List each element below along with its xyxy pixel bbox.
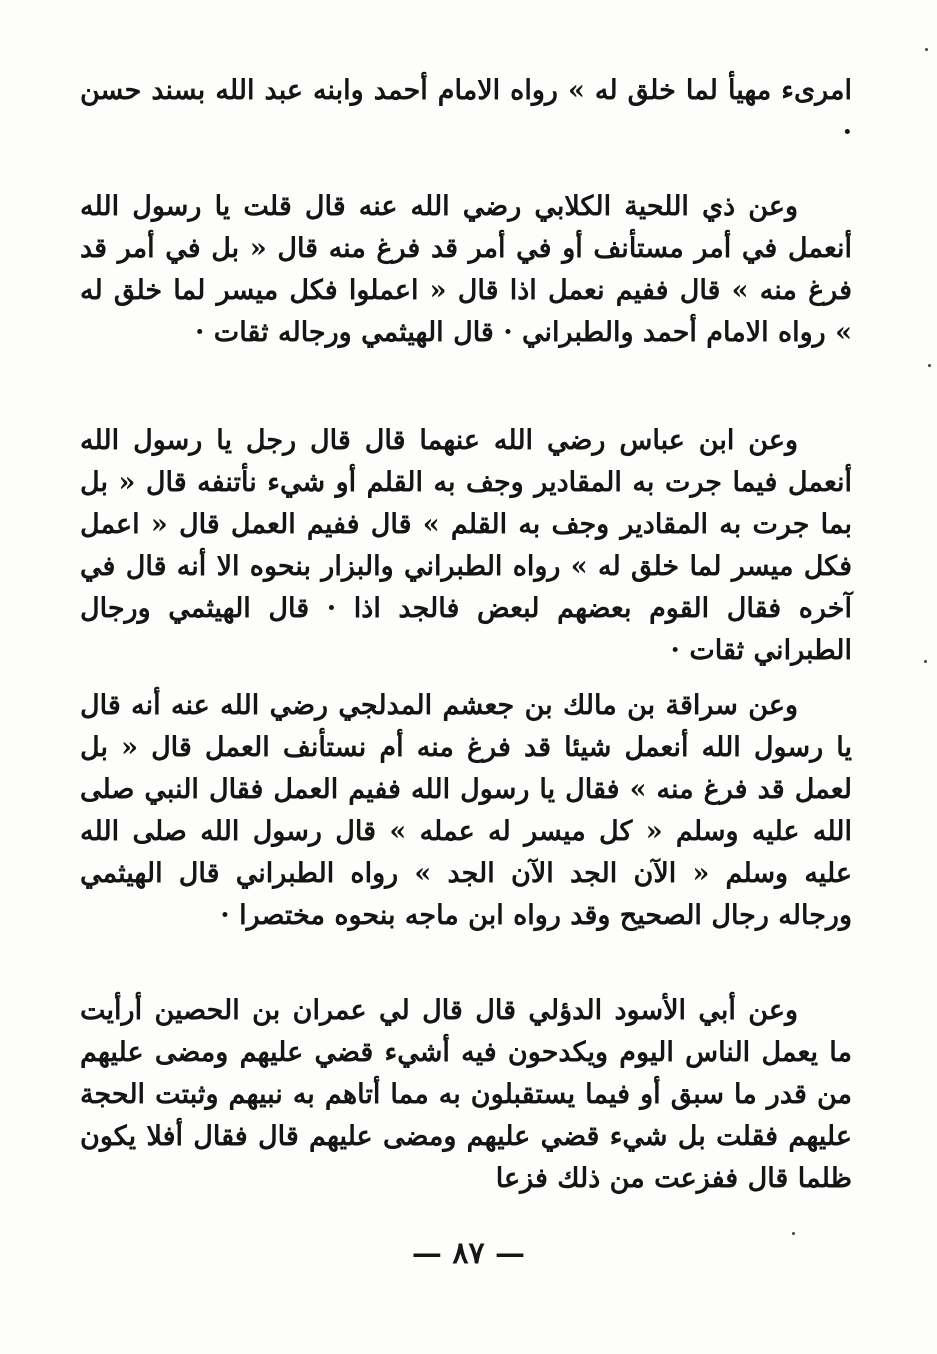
paragraph-4 bbox=[80, 685, 852, 937]
page-number: — ٨٧ — bbox=[411, 1236, 526, 1271]
paragraph-2 bbox=[80, 186, 852, 354]
paragraph-3-text: وعن ابن عباس رضي الله عنهما قال قال رجل يا رسول الله أنعمل فيما جرت به المقادير وجف به القلم أو شيء نأتنفه قال « بل بما جرت به المقادير وجف به القلم » قال ففيم العمل قال « اعمل فكل ميسر لما خلق له » رواه الطبراني والبزار بنحوه الا أنه قال في آخره فقال القوم بعضهم لبعض فالجد اذا · قال الهيثمي ورجال الطبراني ثقات · bbox=[80, 425, 852, 666]
scan-speck bbox=[928, 364, 931, 367]
paragraph-1 bbox=[80, 70, 852, 154]
paragraph-1-text: امرىء مهيأ لما خلق له » رواه الامام أحمد وابنه عبد الله بسند حسن · bbox=[80, 75, 852, 148]
paragraph-4-text: وعن سراقة بن مالك بن جعشم المدلجي رضي الله عنه أنه قال يا رسول الله أنعمل شيئا قد فرغ منه أم نستأنف العمل قال « بل لعمل قد فرغ منه » فقال يا رسول الله ففيم العمل فقال النبي صلى الله عليه وسلم « كل ميسر له عمله » قال رسول الله صلى الله عليه وسلم « الآن الجد الآن الجد » رواه الطبراني قال الهيثمي ورجاله رجال الصحيح وقد رواه ابن ماجه بنحوه مختصرا · bbox=[80, 690, 852, 931]
paragraph-2-text: وعن ذي اللحية الكلابي رضي الله عنه قال قلت يا رسول الله أنعمل في أمر مستأنف أو في أمر قد فرغ منه قال « بل في أمر قد فرغ منه » قال ففيم نعمل اذا قال « اعملوا فكل ميسر لما خلق له » رواه الامام أحمد والطبراني · قال الهيثمي ورجاله ثقات · bbox=[80, 191, 852, 348]
scan-speck bbox=[792, 1232, 795, 1235]
scan-speck bbox=[925, 48, 928, 51]
paragraph-5-text: وعن أبي الأسود الدؤلي قال قال لي عمران بن الحصين أرأيت ما يعمل الناس اليوم ويكدحون فيه أشيء قضي عليهم ومضى عليهم من قدر ما سبق أو فيما يستقبلون به مما أتاهم به نبيهم وثبتت الحجة عليهم فقلت بل شيء قضي عليهم ومضى عليهم قال فقال أفلا يكون ظلما قال ففزعت من ذلك فزعا bbox=[80, 995, 852, 1194]
scan-speck bbox=[924, 660, 927, 663]
paragraph-5 bbox=[80, 990, 852, 1200]
paragraph-3 bbox=[80, 420, 852, 672]
